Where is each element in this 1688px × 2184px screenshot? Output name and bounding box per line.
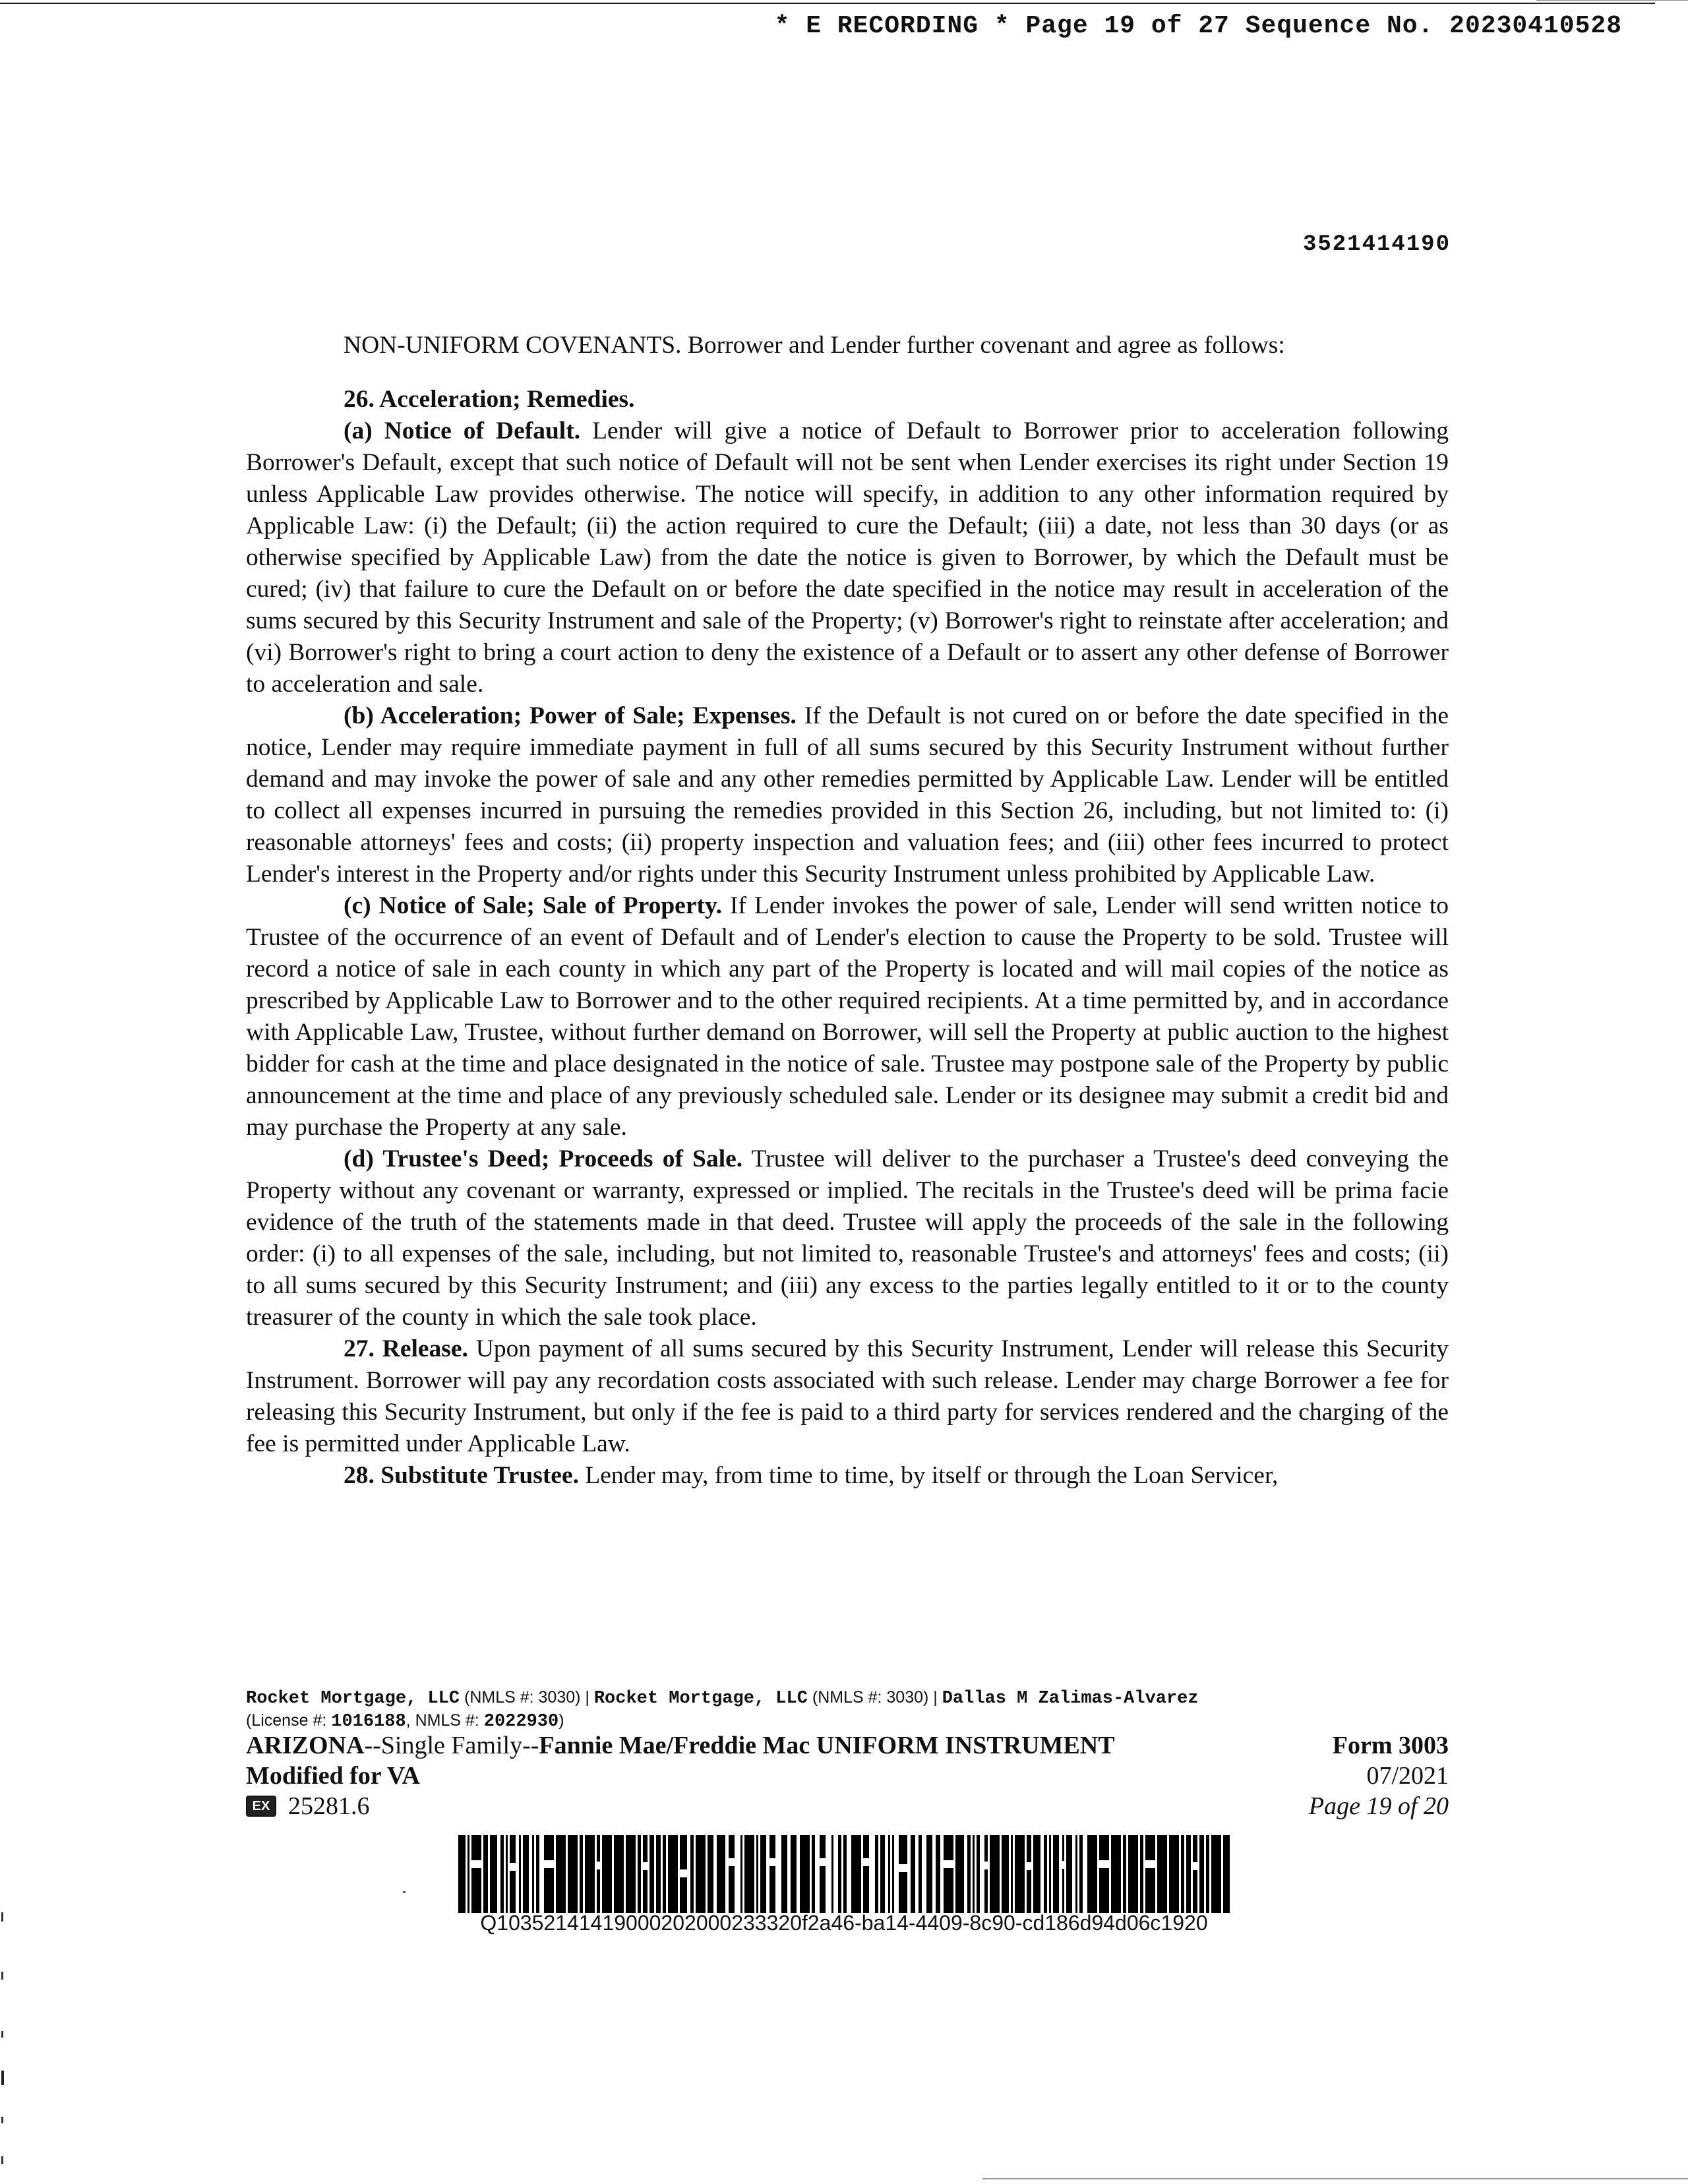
paragraph-26d-text: Trustee will deliver to the purchaser a Trustee's deed conveying the Property without any covenant or warranty, expressed or implied. The recitals in the Trustee's deed will be prima facie evidence of the truth of the statements made in that deed. Trustee will apply the proceeds of the sale in the following order: (i) to all expenses of the sale, including, but not limited to, reasonable Trustee's and attorneys' fees and costs; (ii) to all sums secured by this Security Instrument; and (iii) any excess to the parties legally entitled to it or to the county treasurer of the county in which the sale took place. — [246, 1145, 1449, 1331]
scan-speck — [403, 1891, 406, 1893]
lender-name-2: Rocket Mortgage, LLC — [593, 1689, 808, 1709]
paragraph-26b-label: (b) Acceleration; Power of Sale; Expenses. — [344, 702, 797, 729]
barcode-bar — [1049, 1835, 1051, 1913]
barcode-text: Q10352141419000202000233320f2a46-ba14-4409-8c90-cd186d94d06c1920 — [480, 1911, 1208, 1935]
barcode-bar — [1062, 1835, 1064, 1913]
barcode-bar — [1002, 1835, 1009, 1913]
barcode-bar — [1044, 1835, 1047, 1913]
barcode-bar — [1193, 1835, 1197, 1913]
barcode-bar — [668, 1835, 678, 1913]
barcode-bar — [544, 1835, 554, 1913]
barcode-bar — [820, 1835, 826, 1913]
paragraph-26a-text: Lender will give a notice of Default to Borrower prior to acceleration following Borrower's Default, except that such notice of Default will not be sent when Lender exercises its right under Section 19 unless Applicable Law provides otherwise. The notice will specify, in addition to any other information required by Applicable Law: (i) the Default; (ii) the action required to cure the Default; (iii) a date, not less than 30 days (or as otherwise specified by Applicable Law) from the date the notice is given to Borrower, by which the Default must be cured; (iv) that failure to cure the Default on or before the date specified in the notice may result in acceleration of the sums secured by this Security Instrument and sale of the Property; (v) Borrower's right to reinstate after acceleration; and (vi) Borrower's right to bring a court action to deny the existence of a Default or to assert any other defense of Borrower to acceleration and sale. — [246, 417, 1449, 698]
barcode-bar — [740, 1835, 742, 1913]
barcode-bar — [892, 1835, 894, 1913]
form-number: Form 3003 — [1332, 1732, 1449, 1759]
barcode-bar — [467, 1835, 469, 1913]
recording-header: * E RECORDING * Page 19 of 27 Sequence No. 20230410528 — [774, 12, 1622, 40]
barcode-bar — [729, 1835, 735, 1913]
lender-name-1: Rocket Mortgage, LLC — [246, 1689, 460, 1709]
doc-code-group — [246, 1791, 370, 1821]
barcode-bar — [471, 1835, 481, 1913]
barcode-bar — [843, 1835, 847, 1913]
barcode-bar — [919, 1835, 922, 1913]
barcode-bar — [1033, 1835, 1040, 1913]
paragraph-26b-text: If the Default is not cured on or before the date specified in the notice, Lender may require immediate payment in full of all sums secured by this Security Instrument without further demand and may invoke the power of sale and any other remedies permitted by Applicable Law. Lender will be entitled to collect all expenses incurred in pursuing the remedies provided in this Section 26, including, but not limited to: (i) reasonable attorneys' fees and costs; (ii) property inspection and valuation fees; and (iii) other fees incurred to protect Lender's interest in the Property and/or rights under this Security Instrument unless prohibited by Applicable Law. — [246, 702, 1449, 888]
barcode-bar — [800, 1835, 810, 1913]
page-of-pages: Page 19 of 20 — [1308, 1792, 1449, 1820]
non-uniform-covenants-intro: NON-UNIFORM COVENANTS. Borrower and Lender further covenant and agree as follows: — [344, 332, 1285, 359]
barcode-bar — [1099, 1835, 1109, 1913]
barcode-bar — [1128, 1835, 1138, 1913]
license-number: 1016188 — [331, 1712, 406, 1732]
barcode-notch — [471, 1860, 481, 1868]
barcode-bar — [580, 1835, 583, 1913]
barcode-bar — [638, 1835, 641, 1913]
form-desc-bold: Fannie Mae/Freddie Mac UNIFORM INSTRUMENT — [539, 1732, 1115, 1759]
barcode-notch — [643, 1862, 648, 1870]
doc-code: 25281.6 — [288, 1792, 370, 1820]
barcode-notch — [769, 1858, 775, 1866]
barcode-bar — [1011, 1835, 1013, 1913]
footer-lender-info — [246, 1687, 1449, 1733]
barcode-bar — [990, 1835, 1000, 1913]
top-rule — [0, 3, 1655, 4]
barcode-bar — [756, 1835, 758, 1913]
top-rule-secondary — [1536, 0, 1688, 1]
barcode-bar — [1145, 1835, 1155, 1913]
margin-scan-marks — [0, 1899, 9, 2176]
barcode-bar — [899, 1835, 907, 1913]
originator-nmls-number: 2022930 — [483, 1712, 559, 1732]
barcode-bar — [649, 1835, 654, 1913]
barcode-bar — [936, 1835, 940, 1913]
barcode-bar — [1027, 1835, 1031, 1913]
barcode-bar — [744, 1835, 754, 1913]
barcode-bar — [690, 1835, 694, 1913]
barcode-bar — [708, 1835, 713, 1913]
barcode-bar — [781, 1835, 787, 1913]
barcode-notch — [729, 1858, 735, 1866]
barcode-bar — [791, 1835, 797, 1913]
paragraph-28-label: 28. Substitute Trustee. — [344, 1462, 579, 1489]
barcode-notch — [944, 1860, 953, 1868]
barcode-notch — [544, 1860, 554, 1868]
barcode-bar — [1169, 1835, 1179, 1913]
barcode-bar — [717, 1835, 725, 1913]
barcode-notch — [1062, 1861, 1064, 1869]
barcode-bar — [967, 1835, 971, 1913]
form-state: ARIZONA — [246, 1732, 365, 1759]
form-title — [246, 1730, 1115, 1761]
barcode-bar — [1186, 1835, 1191, 1913]
barcode-notch — [984, 1862, 988, 1869]
barcode-bar — [626, 1835, 636, 1913]
barcode-bar — [536, 1835, 539, 1913]
barcode-bar — [614, 1835, 624, 1913]
barcode-bar — [1053, 1835, 1059, 1913]
barcode-bar — [769, 1835, 775, 1913]
barcode-bar — [880, 1835, 885, 1913]
barcode-bar — [1206, 1835, 1209, 1913]
barcode-notch — [597, 1862, 600, 1869]
barcode-notch — [863, 1858, 869, 1866]
paragraph-26c-text: If Lender invokes the power of sale, Lender will send written notice to Trustee of the occurrence of an event of Default and of Lender's election to cause the Property to be sold. Trustee will record a notice of sale in each county in which any part of the Property is located and will mail copies of the notice as prescribed by Applicable Law to Borrower and to the other required recipients. At a time permitted by, and in accordance with Applicable Law, Trustee, without further demand on Borrower, will sell the Property at public auction to the highest bidder for cash at the time and place designated in the notice of sale. Trustee may postpone sale of the Property by public announcement at the time and place of any previously scheduled sale. Lender or its designee may submit a credit bid and may purchase the Property at any sale. — [246, 892, 1449, 1141]
barcode-bar — [875, 1835, 878, 1913]
paragraph-26c-label: (c) Notice of Sale; Sale of Property. — [344, 892, 723, 919]
barcode-bar — [500, 1835, 504, 1913]
barcode-bar — [863, 1835, 869, 1913]
document-body — [246, 330, 1449, 1492]
barcode-bar — [490, 1835, 497, 1913]
paragraph-27-text: Upon payment of all sums secured by this Security Instrument, Lender will release this Security Instrument. Borrower will pay any recordation costs associated with such release. Lender may charge Borrower a fee for releasing this Security Instrument, but only if the fee is paid to a third party for services rendered and the charging of the fee is permitted under Applicable Law. — [246, 1335, 1449, 1457]
barcode-bar — [944, 1835, 953, 1913]
barcode-notch — [1145, 1860, 1155, 1868]
nmls-prefix: , NMLS #: — [406, 1711, 484, 1730]
barcode-bar — [506, 1835, 508, 1913]
paragraph-28 — [246, 1460, 1449, 1492]
form-modified: Modified for VA — [246, 1762, 420, 1790]
loan-number: 3521414190 — [1302, 232, 1451, 257]
paragraph-26d — [246, 1143, 1449, 1333]
barcode-bar — [760, 1835, 766, 1913]
barcode-notch — [510, 1863, 516, 1871]
barcode-bar — [984, 1835, 988, 1913]
barcode-bar — [568, 1835, 578, 1913]
barcode-bar — [1015, 1835, 1025, 1913]
barcode-bar — [656, 1835, 661, 1913]
barcode-bar — [812, 1835, 815, 1913]
section-26-title: 26. Acceleration; Remedies. — [344, 386, 635, 413]
paragraph-27 — [246, 1333, 1449, 1460]
barcode-bar — [523, 1835, 529, 1913]
barcode-bar — [556, 1835, 566, 1913]
barcode-notch — [680, 1869, 687, 1877]
barcode-bar — [973, 1835, 975, 1913]
barcode-bar — [1140, 1835, 1143, 1913]
license-prefix: (License #: — [246, 1711, 332, 1730]
footer-lender-line-1 — [246, 1687, 1449, 1710]
barcode-bar — [838, 1835, 841, 1913]
barcode-bar — [1223, 1835, 1230, 1913]
barcode-bar — [1211, 1835, 1221, 1913]
barcode-bar — [1157, 1835, 1167, 1913]
barcode-notch — [1193, 1862, 1197, 1870]
barcode-bar — [519, 1835, 521, 1913]
barcode-bar — [831, 1835, 833, 1913]
barcode-bar — [888, 1835, 890, 1913]
barcode-bar — [911, 1835, 915, 1913]
barcode-bar — [643, 1835, 648, 1913]
barcode-notch — [1099, 1860, 1109, 1868]
barcode-bar — [1087, 1835, 1097, 1913]
form-desc-plain: --Single Family-- — [364, 1732, 539, 1759]
barcode-notch — [899, 1864, 907, 1872]
barcode-bar — [458, 1835, 466, 1913]
barcode-bar — [483, 1835, 488, 1913]
paragraph-26c — [246, 890, 1449, 1143]
barcode-notch — [1027, 1862, 1031, 1870]
barcode-icon — [458, 1835, 1230, 1913]
barcode-bar — [1199, 1835, 1204, 1913]
form-date: 07/2021 — [1366, 1762, 1449, 1790]
lender-nmls-2: (NMLS #: 3030) | — [807, 1688, 942, 1707]
paragraph-26a — [246, 415, 1449, 700]
paragraph-27-label: 27. Release. — [344, 1335, 468, 1362]
barcode-bar — [955, 1835, 964, 1913]
barcode-bar — [597, 1835, 600, 1913]
barcode-bar — [1181, 1835, 1184, 1913]
barcode-bar — [926, 1835, 932, 1913]
barcode-bar — [510, 1835, 516, 1913]
barcode-bar — [696, 1835, 706, 1913]
barcode-notch — [820, 1858, 826, 1866]
barcode-bar — [1111, 1835, 1121, 1913]
barcode-bar — [977, 1835, 980, 1913]
barcode-bar — [585, 1835, 595, 1913]
barcode-bar — [1123, 1835, 1126, 1913]
paragraph-26d-label: (d) Trustee's Deed; Proceeds of Sale. — [344, 1145, 743, 1172]
paragraph-26b — [246, 700, 1449, 890]
barcode-bar — [1066, 1835, 1072, 1913]
barcode-bar — [1075, 1835, 1077, 1913]
barcode-bar — [1079, 1835, 1083, 1913]
loan-originator: Dallas M Zalimas-Alvarez — [942, 1689, 1199, 1709]
paragraph-28-text: Lender may, from time to time, by itself or through the Loan Servicer, — [578, 1462, 1279, 1489]
barcode-bar — [532, 1835, 534, 1913]
ellie-mae-logo-icon: EX — [246, 1796, 276, 1817]
license-suffix: ) — [558, 1711, 564, 1730]
barcode-bar — [663, 1835, 666, 1913]
footer-lender-line-2 — [246, 1710, 1449, 1733]
paragraph-26a-label: (a) Notice of Default. — [344, 417, 581, 444]
bottom-rule — [982, 2178, 1688, 2179]
lender-nmls-1: (NMLS #: 3030) | — [460, 1688, 594, 1707]
barcode-bar — [602, 1835, 612, 1913]
barcode-bar — [851, 1835, 861, 1913]
